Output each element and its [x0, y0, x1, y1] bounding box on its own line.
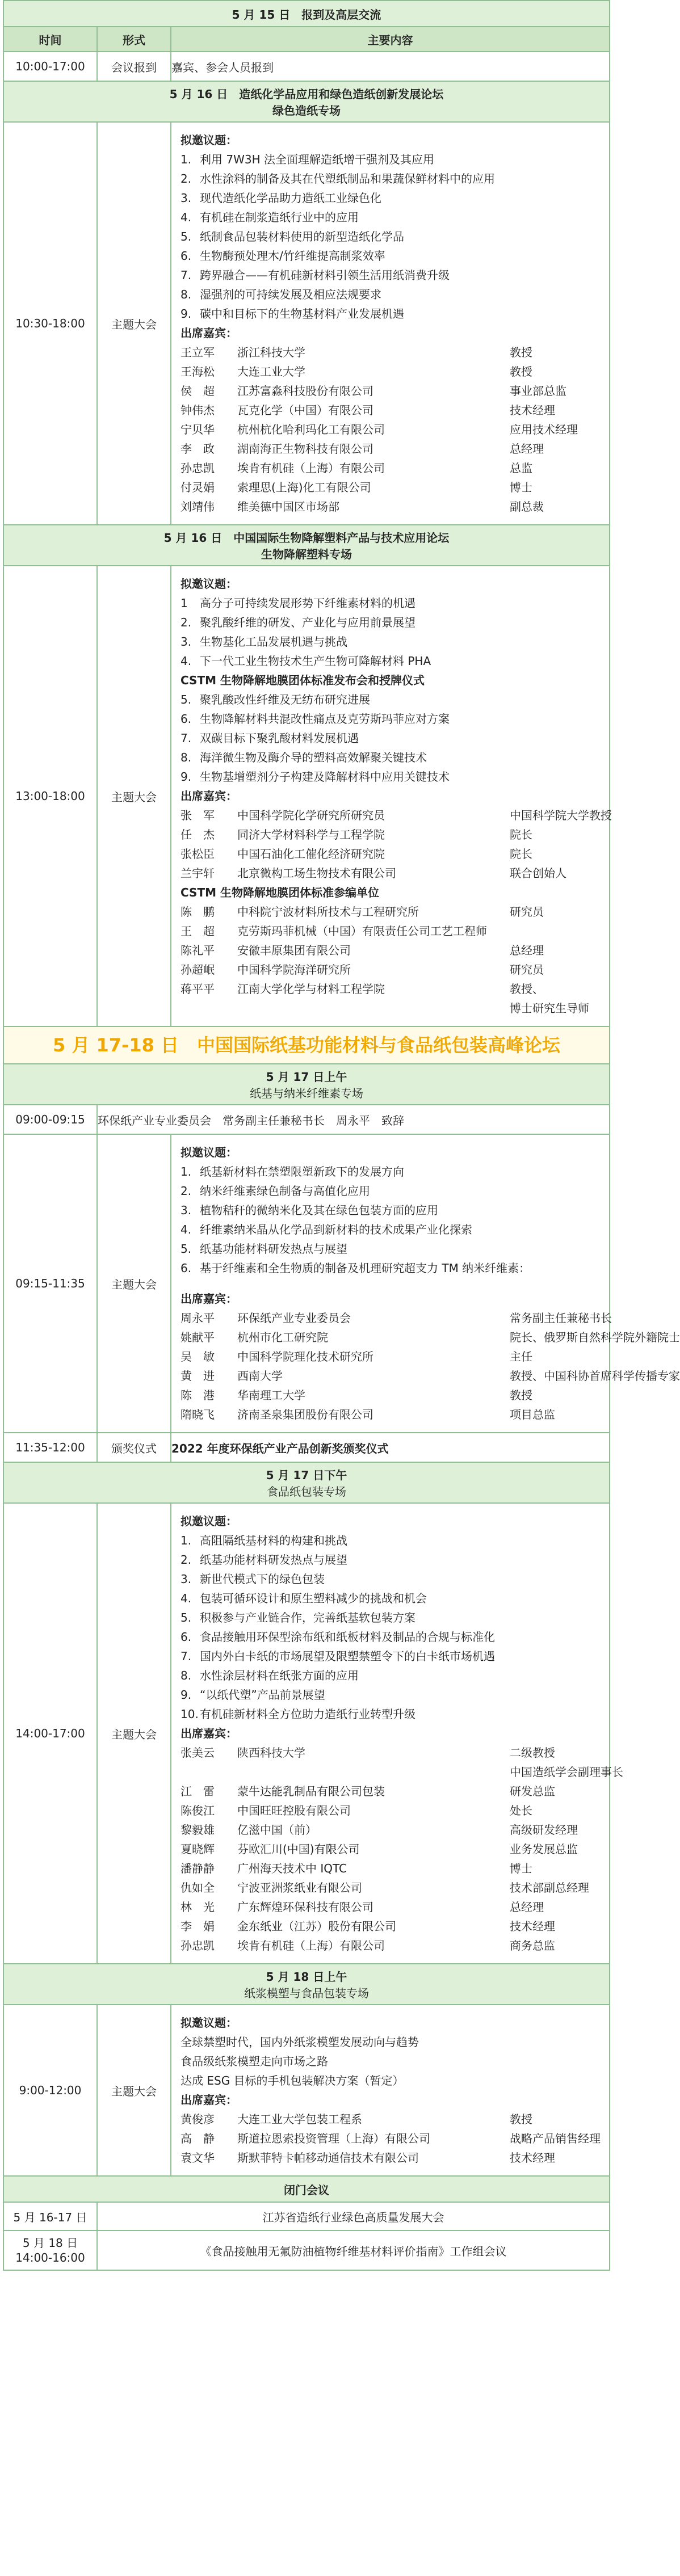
guest-row: [181, 1820, 600, 1840]
guest-title: 商务总监: [510, 1939, 555, 1952]
topic-item: 2. 纸基功能材料研发热点与展望: [181, 1553, 347, 1567]
topic-item: 5. 纸制食品包装材料使用的新型造纸化学品: [181, 230, 404, 243]
guest-title: 博士: [510, 1862, 532, 1875]
guest-title: 教授: [510, 365, 532, 378]
guest-name: 陈 鹏: [181, 905, 215, 919]
topic-item: 4. 有机硅在制浆造纸行业中的应用: [181, 211, 359, 224]
day17am-content: [171, 1135, 680, 1432]
guest-title: 战略产品销售经理: [510, 2132, 601, 2145]
opening-content: 环保纸产业专业委员会 常务副主任兼秘书长 周永平 致辞: [97, 1105, 610, 1134]
topics-label: 拟邀议题：: [181, 133, 237, 147]
topic-list: [181, 150, 600, 323]
guest-name: 黎毅雄: [181, 1823, 215, 1837]
guest-name: 王海松: [181, 365, 215, 378]
guest-row: [181, 1762, 623, 1782]
day17am-time: 09:15-11:35: [3, 1134, 97, 1433]
topic-item: 8. 水性涂层材料在纸张方面的应用: [181, 1669, 359, 1682]
last-line: 博士研究生导师: [510, 1001, 589, 1015]
schedule-table: [3, 0, 680, 2271]
topics-label: 拟邀议题：: [181, 1514, 237, 1528]
guest-name: 陈俊江: [181, 1804, 215, 1817]
topic-item: 9. “以纸代塑”产品前景展望: [181, 1688, 325, 1702]
day16a-content: [171, 123, 609, 524]
guest-title: 事业部总监: [510, 384, 566, 398]
topic-item: 6. 基于纤维素和全生物质的制备及机理研究超支力 TM 纳米纤维素：: [181, 1261, 531, 1275]
topics-label: 拟邀议题：: [181, 577, 237, 591]
award-content: 2022 年度环保纸产业产品创新奖颁奖仪式: [171, 1433, 610, 1462]
guest-org: 中国旺旺控股有限公司: [237, 1804, 351, 1817]
guest-row: [181, 2110, 600, 2129]
day16b-title: 5 月 16 日 中国国际生物降解塑料产品与技术应用论坛: [163, 531, 450, 545]
guest-org: 华南理工大学: [237, 1388, 305, 1402]
day17pm-title-row: [3, 1462, 610, 1503]
guest-org: 浙江科技大学: [237, 346, 305, 359]
guest-list: [181, 1743, 623, 1955]
guest-org: 杭州市化工研究院: [237, 1331, 328, 1344]
day15-row: [3, 52, 610, 81]
topic-item: 8. 海洋微生物及酶介导的塑料高效解聚关键技术: [181, 751, 427, 764]
guest-title: 技术部副总经理: [510, 1881, 589, 1895]
guest-org: 广东辉煌环保科技有限公司: [237, 1900, 373, 1914]
day18am-title-row: [3, 1964, 610, 2005]
guest-org: 中国石油化工催化经济研究院: [237, 847, 385, 861]
guest-org: 亿滋中国（前）: [237, 1823, 317, 1837]
topics-label: 拟邀议题：: [181, 2016, 237, 2030]
guest-name: 潘静静: [181, 1862, 215, 1875]
guest-org: 中科院宁波材料所技术与工程研究所: [237, 905, 419, 919]
guest-name: 侯 超: [181, 384, 215, 398]
day15-title-row: [3, 1, 610, 27]
topic-item: 3. 现代造纸化学品助力造纸工业绿色化: [181, 191, 381, 205]
day17pm-time: 14:00-17:00: [3, 1503, 97, 1964]
guest-org: 西南大学: [237, 1369, 283, 1383]
guest-row: [181, 806, 612, 825]
day16a-form: 主题大会: [97, 122, 171, 525]
topic-item: 3. 生物基化工品发展机遇与挑战: [181, 635, 347, 649]
guest-name: 王立军: [181, 346, 215, 359]
guest-row: [181, 1743, 600, 1762]
guest-name: 高 静: [181, 2132, 215, 2145]
guest-row: [181, 1840, 600, 1859]
cstm-guests-title: CSTM 生物降解地膜团体标准参编单位: [181, 886, 379, 899]
guest-org: 大连工业大学包装工程系: [237, 2112, 362, 2126]
guest-name: 陈礼平: [181, 944, 215, 957]
guest-row: [181, 1859, 600, 1878]
guest-row: [181, 2148, 600, 2167]
day17am-row: [3, 1134, 610, 1433]
guest-row: [181, 864, 600, 883]
cstm-title: CSTM 生物降解地膜团体标准发布会和授牌仪式: [181, 674, 425, 687]
guests-label: 出席嘉宾：: [181, 1727, 237, 1740]
day18am-row: [3, 2005, 610, 2176]
day18am-form: 主题大会: [97, 2005, 171, 2176]
day17pm-row: [3, 1503, 610, 1964]
closed-time-2: 5 月 18 日 14:00-16:00: [3, 2230, 97, 2270]
topics-label: 拟邀议题：: [181, 1146, 237, 1159]
day17pm-title: 5 月 17 日下午: [266, 1468, 347, 1482]
closed-row-1: [3, 2202, 610, 2230]
guest-row: [181, 979, 600, 999]
day15-time: 10:00-17:00: [3, 52, 97, 81]
guest-row: [181, 825, 600, 844]
day18am-title: 5 月 18 日上午: [266, 1970, 347, 1984]
award-form: 颁奖仪式: [97, 1433, 171, 1462]
guest-org: 金东纸业（江苏）股份有限公司: [237, 1920, 396, 1933]
guest-list-b: [181, 902, 600, 999]
guest-row: [181, 1328, 680, 1347]
guest-name: 孙超岷: [181, 963, 215, 976]
guest-row: [181, 1308, 612, 1328]
topic-item: 10. 有机硅新材料全方位助力造纸行业转型升级: [181, 1707, 415, 1721]
day16a-time: 10:30-18:00: [3, 122, 97, 525]
day16b-subtitle: 生物降解塑料专场: [261, 548, 352, 561]
topic-item: 1 高分子可持续发展形势下纤维素材料的机遇: [181, 596, 415, 610]
guest-name: 蒋平平: [181, 982, 215, 996]
topic-item: 8. 湿强剂的可持续发展及相应法规要求: [181, 288, 381, 301]
guest-org: 环保纸产业专业委员会: [237, 1311, 351, 1325]
guests-label: 出席嘉宾：: [181, 1292, 237, 1306]
guest-org: 埃肯有机硅（上海）有限公司: [237, 461, 385, 475]
opening-row: [3, 1105, 610, 1134]
guest-title: 技术经理: [510, 403, 555, 417]
guests-label: 出席嘉宾：: [181, 326, 237, 340]
guest-row: [181, 1347, 600, 1366]
topic-item: 4. 下一代工业生物技术生产生物可降解材料 PHA: [181, 654, 431, 668]
guest-title: 教授: [510, 346, 532, 359]
guest-row: [181, 362, 600, 381]
guest-title: 教授: [510, 2112, 532, 2126]
guest-name: 孙忠凯: [181, 461, 215, 475]
topic-item: 3. 植物秸秆的微纳米化及其在绿色包装方面的应用: [181, 1203, 438, 1217]
topic-item: 7. 国内外白卡纸的市场展望及限塑禁塑令下的白卡纸市场机遇: [181, 1649, 495, 1663]
guest-org: 湖南海正生物科技有限公司: [237, 442, 373, 456]
guest-org: 大连工业大学: [237, 365, 305, 378]
guest-row: [181, 381, 600, 401]
guest-org: 维美德中国区市场部: [237, 500, 339, 513]
guest-name: 夏晓辉: [181, 1842, 215, 1856]
guest-title: 院长: [510, 847, 532, 861]
day15-content: 嘉宾、参会人员报到: [171, 52, 610, 81]
guest-row: [181, 1366, 680, 1386]
award-row: [3, 1433, 610, 1462]
opening-time: 09:00-09:15: [3, 1105, 97, 1134]
guest-org: 同济大学材料科学与工程学院: [237, 828, 385, 841]
guest-org: 芬欧汇川(中国)有限公司: [237, 1842, 360, 1856]
topic-item: 1. 利用 7W3H 法全面理解造纸增干强剂及其应用: [181, 153, 434, 166]
topic-item: 1. 高阻隔纸基材料的构建和挑战: [181, 1534, 347, 1547]
guest-title: 常务副主任兼秘书长: [510, 1311, 612, 1325]
guest-title: 副总裁: [510, 500, 544, 513]
guest-row: [181, 420, 600, 439]
guest-name: 周永平: [181, 1311, 215, 1325]
topic-item: 5. 聚乳酸改性纤维及无纺布研究进展: [181, 693, 370, 706]
guest-row: [181, 1386, 600, 1405]
award-time: 11:35-12:00: [3, 1433, 97, 1462]
guest-title: 联合创始人: [510, 866, 566, 880]
day17pm-content: [171, 1504, 623, 1963]
topic-item: 达成 ESG 目标的手机包装解决方案（暂定）: [181, 2074, 404, 2087]
guest-name: 仇如全: [181, 1881, 215, 1895]
guest-org: 斯默菲特卡帕移动通信技术有限公司: [237, 2151, 419, 2165]
guest-org: 蒙牛达能乳制品有限公司包装: [237, 1784, 385, 1798]
guest-title: 研究员: [510, 905, 544, 919]
banner-row: [3, 1026, 610, 1064]
day17am-title: 5 月 17 日上午: [266, 1070, 347, 1084]
guest-row: [181, 941, 600, 960]
guest-name: 吴 敏: [181, 1350, 215, 1363]
topic-item: 全球禁塑时代，国内外纸浆模塑发展动向与趋势: [181, 2035, 419, 2049]
topic-item: 4. 包装可循环设计和原生塑料减少的挑战和机会: [181, 1592, 427, 1605]
guest-title: 博士: [510, 481, 532, 494]
day16b-row: [3, 566, 610, 1026]
day17pm-subtitle: 食品纸包装专场: [267, 1485, 346, 1499]
guest-list-a: [181, 806, 612, 883]
guest-name: 兰宇轩: [181, 866, 215, 880]
day18am-content: [171, 2005, 609, 2175]
guest-list: [181, 2110, 600, 2167]
guest-title: 中国造纸学会副理事长: [510, 1765, 623, 1779]
day18am-time: 9:00-12:00: [3, 2005, 97, 2176]
guest-org: 宁波亚洲浆纸业有限公司: [237, 1881, 362, 1895]
topic-item: 7. 跨界融合——有机硅新材料引领生活用纸消费升级: [181, 268, 450, 282]
guest-row: [181, 2129, 600, 2148]
topic-item: 2. 聚乳酸纤维的研发、产业化与应用前景展望: [181, 616, 415, 629]
header-time: 时间: [3, 27, 97, 52]
topic-item: 7. 双碳目标下聚乳酸材料发展机遇: [181, 731, 359, 745]
guest-title: 业务发展总监: [510, 1842, 578, 1856]
guest-list: [181, 343, 600, 516]
guest-row: [181, 1801, 600, 1820]
topic-item: 9. 碳中和目标下的生物基材料产业发展机遇: [181, 307, 404, 321]
guest-org: 江南大学化学与材料工程学院: [237, 982, 385, 996]
day17am-title-row: [3, 1064, 610, 1105]
guest-row: [181, 497, 600, 516]
topic-item: 6. 生物酶预处理木/竹纤维提高制浆效率: [181, 249, 385, 263]
guest-org: 杭州杭化哈利玛化工有限公司: [237, 423, 385, 436]
topic-item: 6. 食品接触用环保型涂布纸和纸板材料及制品的合规与标准化: [181, 1630, 495, 1644]
guest-row: [181, 439, 600, 458]
guest-title: 二级教授: [510, 1746, 555, 1760]
guest-row: [181, 960, 600, 979]
guest-name: 李 娟: [181, 1920, 215, 1933]
guest-row: [181, 343, 600, 362]
closed-row-2: [3, 2230, 610, 2270]
guest-name: [181, 1762, 237, 1782]
topic-item: 5. 积极参与产业链合作，完善纸基软包装方案: [181, 1611, 415, 1624]
guest-org: 中国科学院海洋研究所: [237, 963, 351, 976]
guest-row: [181, 1917, 600, 1936]
guest-title: 总经理: [510, 442, 544, 456]
topic-item: 2. 水性涂料的制备及其在代塑纸制品和果蔬保鲜材料中的应用: [181, 172, 495, 186]
guest-row: [181, 1782, 600, 1801]
day17am-subtitle: 纸基与纳米纤维素专场: [250, 1087, 363, 1100]
guest-org: 斯道拉恩索投资管理（上海）有限公司: [237, 2132, 430, 2145]
day17pm-form: 主题大会: [97, 1503, 171, 1964]
topic-item: 9. 生物基增塑剂分子构建及降解材料中应用关键技术: [181, 770, 450, 784]
guest-org: 安徽丰原集团有限公司: [237, 944, 351, 957]
guest-org: 广州海天技术中 IQTC: [237, 1862, 347, 1875]
guest-title: 院长: [510, 828, 532, 841]
guests-label: 出席嘉宾：: [181, 2093, 237, 2107]
guest-org: 陕西科技大学: [237, 1746, 305, 1760]
day18am-subtitle: 纸浆模塑与食品包装专场: [244, 1986, 369, 2000]
guest-name: 刘靖伟: [181, 500, 215, 513]
guest-name: 张 军: [181, 809, 215, 822]
guest-org: 克劳斯玛菲机械（中国）有限责任公司工艺工程师: [237, 924, 487, 938]
topic-list-b: [181, 690, 600, 786]
closed-time-1: 5 月 16-17 日: [3, 2202, 97, 2230]
guest-name: 隋晓飞: [181, 1408, 215, 1421]
topic-item: 3. 新世代模式下的绿色包装: [181, 1572, 325, 1586]
guest-title: 总经理: [510, 944, 544, 957]
guest-title: 处长: [510, 1804, 532, 1817]
guest-name: 张美云: [181, 1746, 215, 1760]
guest-org: 中国科学院理化技术研究所: [237, 1350, 373, 1363]
guest-title: 教授、中国科协首席科学传播专家: [510, 1369, 680, 1383]
guests-label: 出席嘉宾：: [181, 789, 237, 803]
day15-title: 5 月 15 日 报到及高层交流: [3, 1, 610, 27]
guest-name: 姚献平: [181, 1331, 215, 1344]
guest-row: [181, 458, 600, 478]
topic-item: 5. 纸基功能材料研发热点与展望: [181, 1242, 347, 1256]
guest-org: 埃肯有机硅（上海）有限公司: [237, 1939, 385, 1952]
guest-row: [181, 844, 600, 864]
day16b-title-row: [3, 525, 610, 566]
topic-item: 4. 纤维素纳米晶从化学品到新材料的技术成果产业化探索: [181, 1223, 472, 1236]
guest-title: 教授: [510, 1388, 532, 1402]
guest-row: [181, 1897, 600, 1917]
guest-name: 李 政: [181, 442, 215, 456]
guest-title: 应用技术经理: [510, 423, 578, 436]
guest-row: [181, 921, 600, 941]
forum-banner: 5 月 17-18 日 中国国际纸基功能材料与食品纸包装高峰论坛: [3, 1026, 610, 1064]
guest-org: 江苏富淼科技股份有限公司: [237, 384, 373, 398]
guest-name: 王 超: [181, 924, 215, 938]
day16b-content: [171, 566, 612, 1026]
guest-name: 宁贝华: [181, 423, 215, 436]
guest-title: 总经理: [510, 1900, 544, 1914]
guest-org: 济南圣泉集团股份有限公司: [237, 1408, 373, 1421]
closed-content-1: 江苏省造纸行业绿色高质量发展大会: [97, 2202, 610, 2230]
day16b-form: 主题大会: [97, 566, 171, 1026]
guest-title: 院长、俄罗斯自然科学院外籍院士: [510, 1331, 680, 1344]
day16a-title-row: [3, 81, 610, 122]
guest-name: 张松臣: [181, 847, 215, 861]
guest-title: 技术经理: [510, 2151, 555, 2165]
guest-row: [181, 902, 600, 921]
topic-list: [181, 1162, 600, 1278]
guest-row: [181, 401, 600, 420]
guest-title: 中国科学院大学教授: [510, 809, 612, 822]
guest-row: [181, 1936, 600, 1955]
guest-org: 北京微构工场生物技术有限公司: [237, 866, 396, 880]
closed-content-2: 《食品接触用无氟防油植物纤维基材料评价指南》工作组会议: [97, 2230, 610, 2270]
closed-title-row: [3, 2176, 610, 2202]
topic-item: 2. 纳米纤维素绿色制备与高值化应用: [181, 1184, 370, 1198]
guest-row: [181, 478, 600, 497]
day15-form: 会议报到: [97, 52, 171, 81]
closed-title: 闭门会议: [3, 2176, 610, 2202]
guest-title: 技术经理: [510, 1920, 555, 1933]
guest-name: 林 光: [181, 1900, 215, 1914]
guest-name: 孙忠凯: [181, 1939, 215, 1952]
guest-name: 黄 进: [181, 1369, 215, 1383]
guest-title: 研发总监: [510, 1784, 555, 1798]
table-header-row: [3, 27, 610, 52]
guest-title: [510, 921, 600, 941]
topic-item: 食品级纸浆模塑走向市场之路: [181, 2055, 328, 2068]
day16a-title: 5 月 16 日 造纸化学品应用和绿色造纸创新发展论坛: [169, 87, 444, 101]
guest-org: 索理思(上海)化工有限公司: [237, 481, 371, 494]
guest-name: 黄俊彦: [181, 2112, 215, 2126]
topic-list-a: [181, 594, 600, 671]
guest-name: 钟伟杰: [181, 403, 215, 417]
guest-title: 研究员: [510, 963, 544, 976]
guest-title: 总监: [510, 461, 532, 475]
day16a-subtitle: 绿色造纸专场: [272, 104, 341, 117]
guest-title: 主任: [510, 1350, 532, 1363]
guest-name: 江 雷: [181, 1784, 215, 1798]
guest-name: 袁文华: [181, 2151, 215, 2165]
guest-title: 教授、: [510, 982, 544, 996]
guest-row: [181, 1405, 600, 1424]
header-form: 形式: [97, 27, 171, 52]
guest-org: 中国科学院化学研究所研究员: [237, 809, 385, 822]
topic-list: [181, 2032, 600, 2090]
day17am-form: 主题大会: [97, 1134, 171, 1433]
header-content: 主要内容: [171, 27, 610, 52]
guest-org: 瓦克化学（中国）有限公司: [237, 403, 373, 417]
guest-org: [237, 1762, 510, 1782]
guest-title: 高级研发经理: [510, 1823, 578, 1837]
guest-name: 陈 港: [181, 1388, 215, 1402]
topic-list: [181, 1531, 600, 1724]
guest-list: [181, 1308, 680, 1424]
topic-item: 6. 生物降解材料共混改性痛点及克劳斯玛菲应对方案: [181, 712, 450, 726]
day16b-time: 13:00-18:00: [3, 566, 97, 1026]
guest-title: 项目总监: [510, 1408, 555, 1421]
topic-item: 1. 纸基新材料在禁塑限塑新政下的发展方向: [181, 1165, 404, 1178]
guest-name: 任 杰: [181, 828, 215, 841]
guest-row: [181, 1878, 600, 1897]
day16a-row: [3, 122, 610, 525]
guest-name: 付灵娟: [181, 481, 215, 494]
